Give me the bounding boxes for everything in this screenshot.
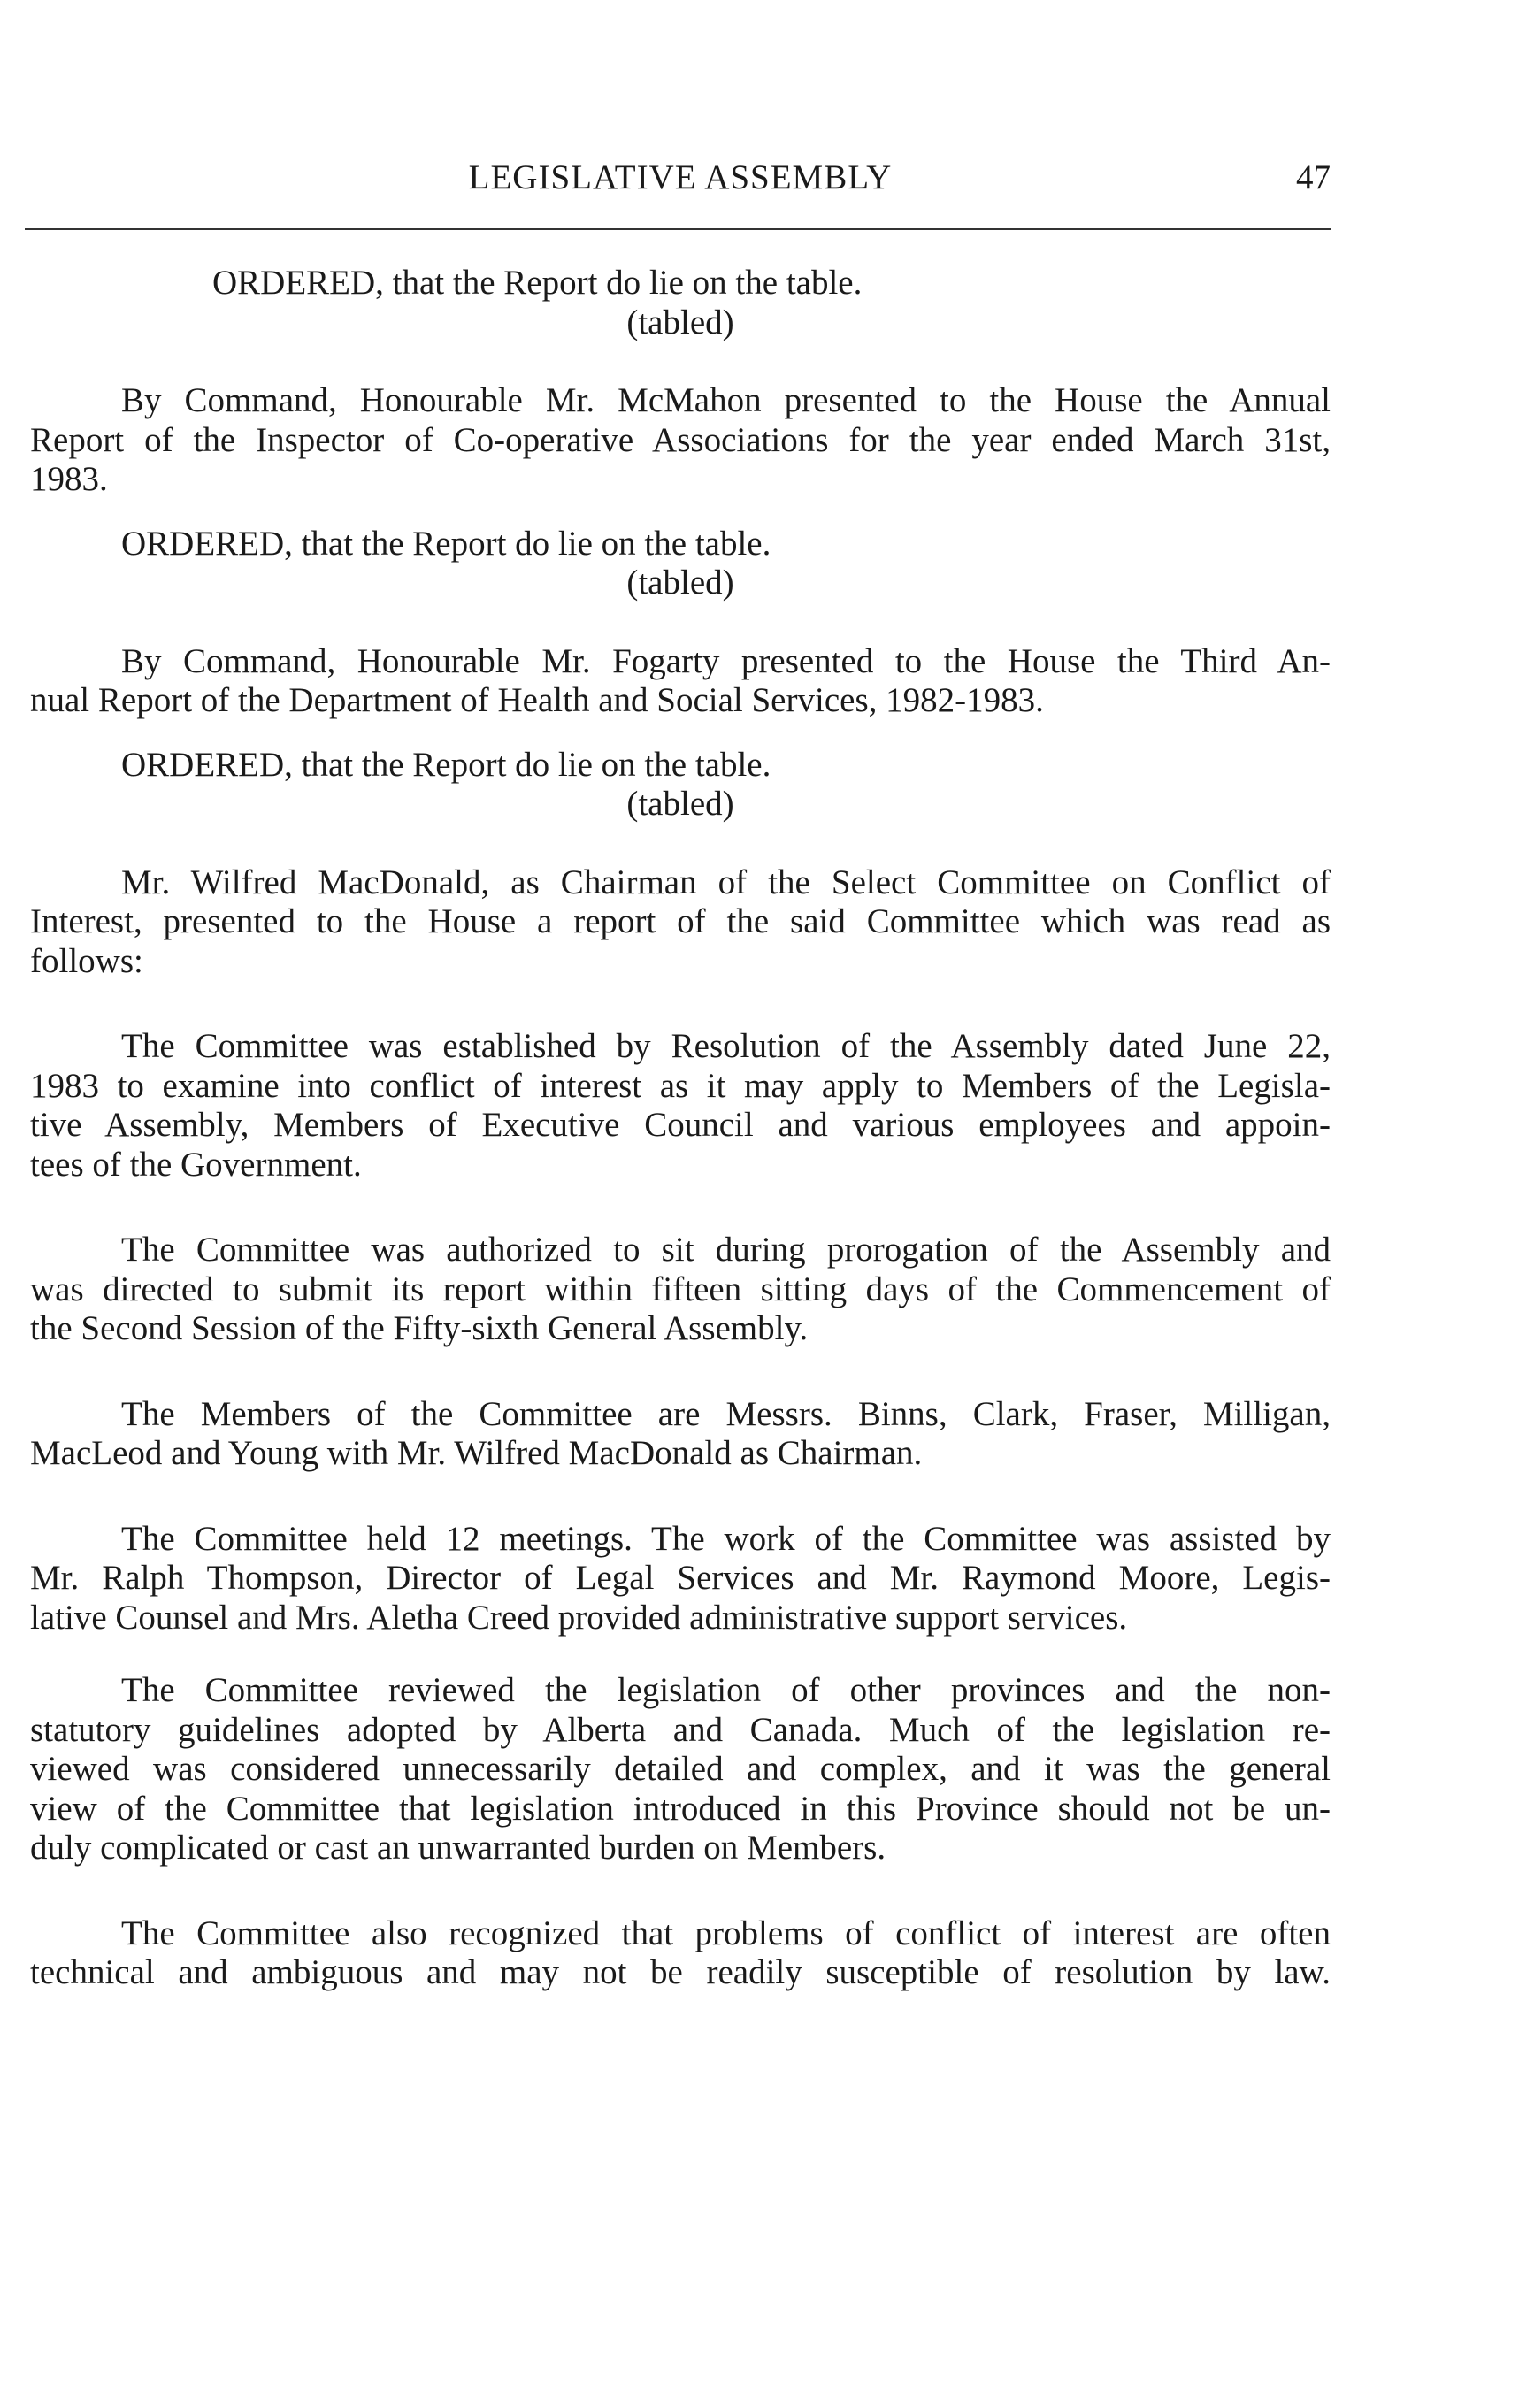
page-header xyxy=(30,157,1331,211)
text-line: The Committee reviewed the legislation of other provinces and the non- xyxy=(121,1671,1331,1709)
text-line: statutory guidelines adopted by Alberta and Canada. Much of the legislation re- xyxy=(30,1710,1331,1749)
text-line: Mr. Ralph Thompson, Director of Legal Services and Mr. Raymond Moore, Legis- xyxy=(30,1559,1331,1597)
text-line: By Command, Honourable Mr. McMahon presented to the House the Annual xyxy=(121,381,1331,419)
text-line: 1983 to examine into conflict of interest as it may apply to Members of the Legisla- xyxy=(30,1066,1331,1105)
committee-members-paragraph xyxy=(30,1395,1331,1474)
tabled-text: (tabled) xyxy=(626,785,734,823)
tabled-note-2 xyxy=(30,564,1331,603)
text-line: ORDERED, that the Report do lie on the table. xyxy=(212,264,863,302)
page-number: 47 xyxy=(1296,158,1331,196)
text-line: technical and ambiguous and may not be readily susceptible of resolution by law. xyxy=(30,1953,1331,1991)
tabled-note-3 xyxy=(30,785,1331,824)
text-line: The Committee was established by Resolution of the Assembly dated June 22, xyxy=(121,1027,1331,1065)
text-line: lative Counsel and Mrs. Aletha Creed provided administrative support services. xyxy=(30,1598,1128,1637)
text-line: the Second Session of the Fifty-sixth General Assembly. xyxy=(30,1309,809,1347)
ordered-paragraph-2 xyxy=(30,525,1331,564)
text-line: was directed to submit its report within fifteen sitting days of the Commencement of xyxy=(30,1269,1331,1308)
ordered-paragraph-3 xyxy=(30,746,1331,786)
text-line: nual Report of the Department of Health and Social Services, 1982-1983. xyxy=(30,681,1044,719)
committee-meetings-paragraph xyxy=(30,1520,1331,1638)
text-line: viewed was considered unnecessarily detailed and complex, and it was the general xyxy=(30,1750,1331,1788)
text-line: Mr. Wilfred MacDonald, as Chairman of the Select Committee on Conflict of xyxy=(121,863,1331,901)
text-line: duly complicated or cast an unwarranted burden on Members. xyxy=(30,1829,886,1867)
text-line: tees of the Government. xyxy=(30,1145,362,1184)
text-line: The Committee was authorized to sit during prorogation of the Assembly and xyxy=(121,1231,1331,1269)
text-line: MacLeod and Young with Mr. Wilfred MacDonald as Chairman. xyxy=(30,1434,923,1472)
text-line: tive Assembly, Members of Executive Council and various employees and appoin- xyxy=(30,1106,1331,1144)
text-line: The Committee held 12 meetings. The work of the Committee was assisted by xyxy=(121,1519,1331,1558)
text-line: Interest, presented to the House a report of the said Committee which was read as xyxy=(30,902,1331,940)
fogarty-paragraph xyxy=(30,642,1331,721)
running-head: LEGISLATIVE ASSEMBLY xyxy=(468,158,893,196)
ordered-paragraph-1 xyxy=(30,264,1331,303)
text-line: ORDERED, that the Report do lie on the table. xyxy=(121,524,771,563)
committee-recognized-paragraph xyxy=(30,1914,1331,1993)
text-line: view of the Committee that legislation introduced in this Province should not be un- xyxy=(30,1789,1331,1828)
text-line: ORDERED, that the Report do lie on the table. xyxy=(121,745,771,784)
committee-established-paragraph xyxy=(30,1027,1331,1185)
tabled-text: (tabled) xyxy=(626,303,734,341)
macdonald-paragraph xyxy=(30,863,1331,982)
mcmahon-paragraph xyxy=(30,381,1331,500)
text-line: follows: xyxy=(30,941,143,980)
tabled-text: (tabled) xyxy=(626,564,734,602)
text-line: By Command, Honourable Mr. Fogarty presented to the House the Third An- xyxy=(121,641,1331,680)
text-line: The Committee also recognized that problems of conflict of interest are often xyxy=(121,1913,1331,1952)
tabled-note-1 xyxy=(30,303,1331,343)
committee-reviewed-paragraph xyxy=(30,1671,1331,1868)
document-body xyxy=(30,264,1331,1993)
committee-authorized-paragraph xyxy=(30,1231,1331,1349)
text-line: Report of the Inspector of Co-operative Associations for the year ended March 31st, xyxy=(30,420,1331,459)
header-rule xyxy=(25,228,1331,230)
text-line: 1983. xyxy=(30,460,108,498)
text-line: The Members of the Committee are Messrs. Binns, Clark, Fraser, Milligan, xyxy=(121,1394,1331,1433)
